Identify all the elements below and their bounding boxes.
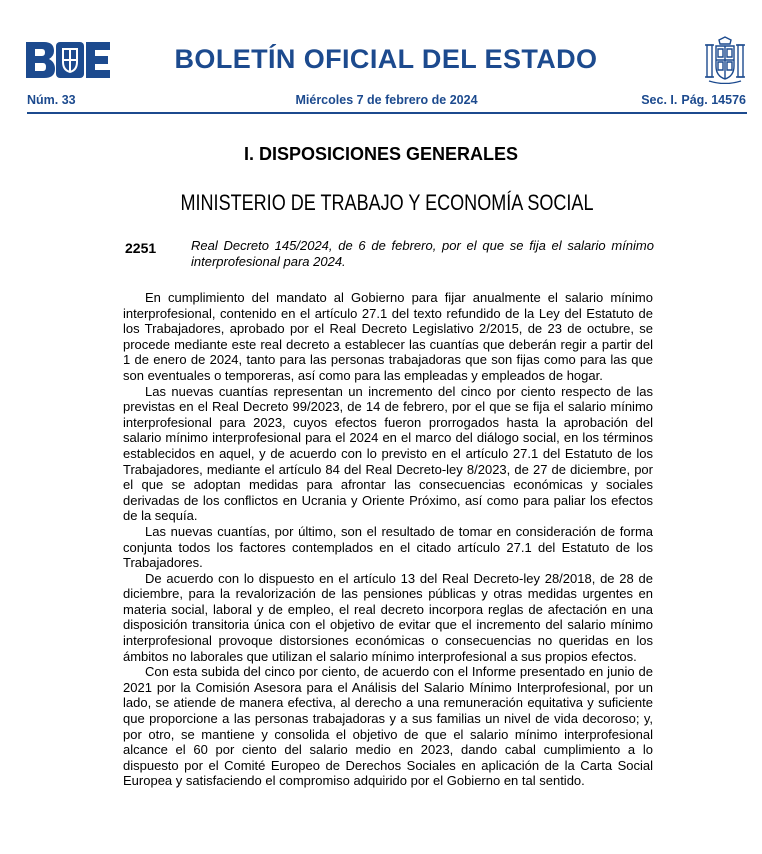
decree-title: Real Decreto 145/2024, de 6 de febrero, por el que se fija el salario mínimo interprofesional para 2024. [191,238,654,269]
gazette-metadata [27,93,746,109]
issue-date: Miércoles 7 de febrero de 2024 [295,93,478,107]
issue-number: Núm. 33 [27,93,76,107]
header-divider [27,112,747,114]
coat-of-arms-icon [703,36,747,84]
section-page [637,93,746,107]
paragraph: En cumplimiento del mandato al Gobierno para fijar anualmente el salario mínimo interprofesional, contenido en el artículo 27.1 del texto refundido de la Ley del Estatuto de los Trabajadores, aprobado por el Real Decreto Legislativo 2/2015, de 23 de octubre, se procede mediante este real decreto a establecer las cuantías que deberán regir a partir del 1 de enero de 2024, tanto para las personas trabajadoras que son fijas como para las que son eventuales o temporeras, así como para las empleadas y empleados de hogar. [123,290,653,383]
section-heading: I. DISPOSICIONES GENERALES [243,144,519,164]
ministry-heading: MINISTERIO DE TRABAJO Y ECONOMÍA SOCIAL [180,190,594,215]
decree-body [123,290,653,789]
paragraph: Con esta subida del cinco por ciento, de acuerdo con el Informe presentado en junio de 2021 por la Comisión Asesora para el Análisis del Salario Mínimo Interprofesional, por un lado, se atiende de manera efectiva, al derecho a una remuneración equitativa y suficiente que proporcione a las personas trabajadoras y a sus familias un nivel de vida decoroso; y, por otro, se mantiene y consolida el objetivo de que el salario mínimo interprofesional alcance el 60 por ciento del salario medio en 2023, dando cabal cumplimiento a lo dispuesto por el Comité Europeo de Derechos Sociales en aplicación de la Carta Social Europea y satisfaciendo el compromiso adquirido por el Gobierno en tal sentido. [123,664,653,789]
boe-logo [26,42,110,78]
section-label: Sec. I. [641,93,678,107]
page-number: Pág. 14576 [681,93,746,107]
paragraph: Las nuevas cuantías, por último, son el resultado de tomar en consideración de forma conjunta todos los factores contemplados en el citado artículo 27.1 del Estatuto de los Trabajadores. [123,523,653,571]
decree-number: 2251 [125,240,157,256]
page-header [0,0,762,92]
gazette-title: BOLETÍN OFICIAL DEL ESTADO [174,44,598,74]
paragraph: Las nuevas cuantías representan un incremento del cinco por ciento respecto de las previstas en el Real Decreto 99/2023, de 14 de febrero, por el que se fija el salario mínimo interprofesional para 2023, cuyos efectos fueron prorrogados hasta la aprobación del salario mínimo interprofesional para el 2024 en el marco del diálogo social, en los términos establecidos en aquel, y de acuerdo con lo previsto en el artículo 27.1 del Estatuto de los Trabajadores, mediante el artículo 84 del Real Decreto-ley 8/2023, de 27 de diciembre, por el que se adoptan medidas para afrontar las consecuencias económicas y sociales derivadas de los conflictos en Ucrania y Oriente Próximo, así como para paliar los efectos de la sequía. [123,383,653,524]
paragraph: De acuerdo con lo dispuesto en el artículo 13 del Real Decreto-ley 28/2018, de 28 de diciembre, para la revalorización de las pensiones públicas y otras medidas urgentes en materia social, laboral y de empleo, el real decreto incorpora reglas de afectación en una disposición transitoria única con el objetivo de evitar que el incremento del salario mínimo interprofesional provoque distorsiones económicas o consecuencias no queridas en los ámbitos no laborales que utilizan el salario mínimo interprofesional a sus propios efectos. [123,570,653,664]
